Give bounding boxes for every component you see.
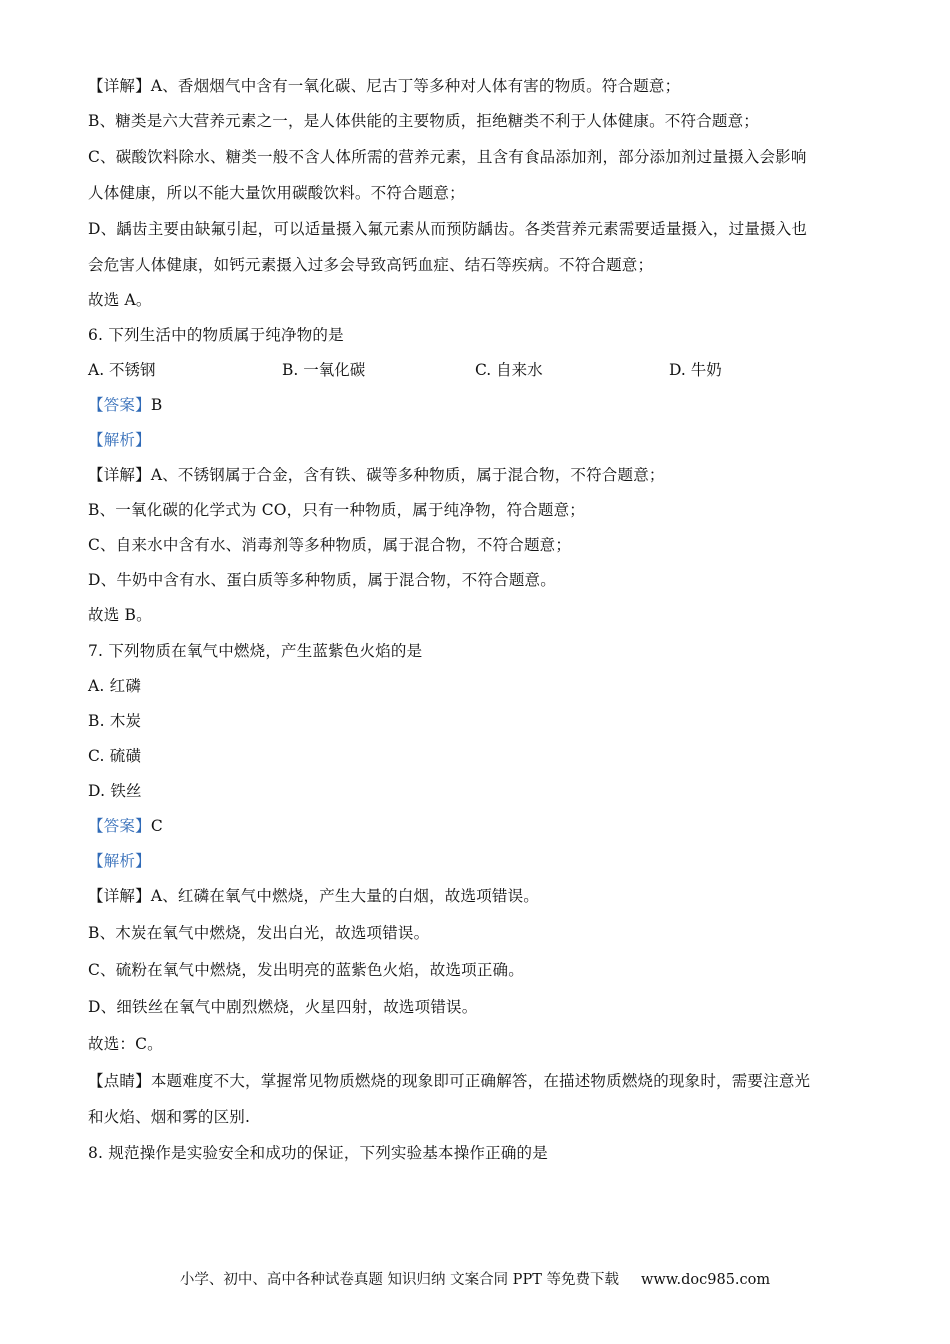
- q6-analysis-tag: 【解析】: [88, 431, 151, 449]
- q6-conclusion: 故选 B。: [88, 606, 152, 624]
- q7-option-d: D. 铁丝: [88, 782, 142, 800]
- footer-url[interactable]: www.doc985.com: [640, 1272, 771, 1288]
- q7-comment-2: 和火焰、烟和雾的区别.: [88, 1108, 251, 1126]
- q7-option-a: A. 红磷: [88, 677, 142, 695]
- q5-detail-d2: 会危害人体健康，如钙元素摄入过多会导致高钙血症、结石等疾病。不符合题意；: [88, 256, 654, 274]
- q5-conclusion: 故选 A。: [88, 291, 152, 309]
- q5-detail-d1: D、龋齿主要由缺氟引起，可以适量摄入氟元素从而预防龋齿。各类营养元素需要适量摄入，过量摄入也: [88, 220, 808, 238]
- q6-option-d: D. 牛奶: [669, 361, 722, 379]
- q6-option-a: A. 不锈钢: [88, 361, 156, 379]
- q6-detail-a: 【详解】A、不锈钢属于合金，含有铁、碳等多种物质，属于混合物，不符合题意；: [88, 466, 665, 484]
- q5-detail-c1: C、碳酸饮料除水、糖类一般不含人体所需的营养元素，且含有食品添加剂，部分添加剂过量摄入会影响: [88, 148, 807, 166]
- q7-answer: 【答案】C: [88, 817, 163, 835]
- q6-answer: 【答案】B: [88, 396, 163, 414]
- q7-option-c: C. 硫磺: [88, 747, 142, 765]
- detail-tag: 【详解】: [88, 887, 151, 905]
- q6-detail-d: D、牛奶中含有水、蛋白质等多种物质，属于混合物，不符合题意。: [88, 571, 556, 589]
- q8-stem: 8. 规范操作是实验安全和成功的保证，下列实验基本操作正确的是: [88, 1144, 548, 1162]
- q5-detail-b: B、糖类是六大营养元素之一，是人体供能的主要物质，拒绝糖类不利于人体健康。不符合题意；: [88, 112, 759, 130]
- q7-stem: 7. 下列物质在氧气中燃烧，产生蓝紫色火焰的是: [88, 642, 423, 660]
- q7-detail-a: 【详解】A、红磷在氧气中燃烧，产生大量的白烟，故选项错误。: [88, 887, 540, 905]
- q7-comment-1: 【点睛】本题难度不大，掌握常见物质燃烧的现象即可正确解答，在描述物质燃烧的现象时，需要注意光: [88, 1072, 811, 1090]
- q6-option-b: B. 一氧化碳: [282, 361, 366, 379]
- q6-stem: 6. 下列生活中的物质属于纯净物的是: [88, 326, 344, 344]
- q7-conclusion: 故选：C。: [88, 1035, 163, 1053]
- detail-tag: 【详解】: [88, 466, 151, 484]
- detail-tag: 【详解】: [88, 77, 151, 95]
- q7-analysis-tag: 【解析】: [88, 852, 151, 870]
- q5-detail-c2: 人体健康，所以不能大量饮用碳酸饮料。不符合题意；: [88, 184, 465, 202]
- q7-detail-c: C、硫粉在氧气中燃烧，发出明亮的蓝紫色火焰，故选项正确。: [88, 961, 524, 979]
- answer-tag: 【答案】: [88, 817, 151, 835]
- comment-tag: 【点睛】: [88, 1072, 151, 1090]
- answer-tag: 【答案】: [88, 396, 151, 414]
- q7-option-b: B. 木炭: [88, 712, 142, 730]
- q6-detail-b: B、一氧化碳的化学式为 CO，只有一种物质，属于纯净物，符合题意；: [88, 501, 585, 519]
- page-footer: [0, 1270, 950, 1290]
- q7-detail-d: D、细铁丝在氧气中剧烈燃烧，火星四射，故选项错误。: [88, 998, 478, 1016]
- q6-detail-c: C、自来水中含有水、消毒剂等多种物质，属于混合物，不符合题意；: [88, 536, 572, 554]
- footer-text: 小学、初中、高中各种试卷真题 知识归纳 文案合同 PPT 等免费下载: [179, 1272, 619, 1288]
- q7-detail-b: B、木炭在氧气中燃烧，发出白光，故选项错误。: [88, 924, 430, 942]
- q5-detail-a: 【详解】A、香烟烟气中含有一氧化碳、尼古丁等多种对人体有害的物质。符合题意；: [88, 77, 681, 95]
- q6-option-c: C. 自来水: [475, 361, 543, 379]
